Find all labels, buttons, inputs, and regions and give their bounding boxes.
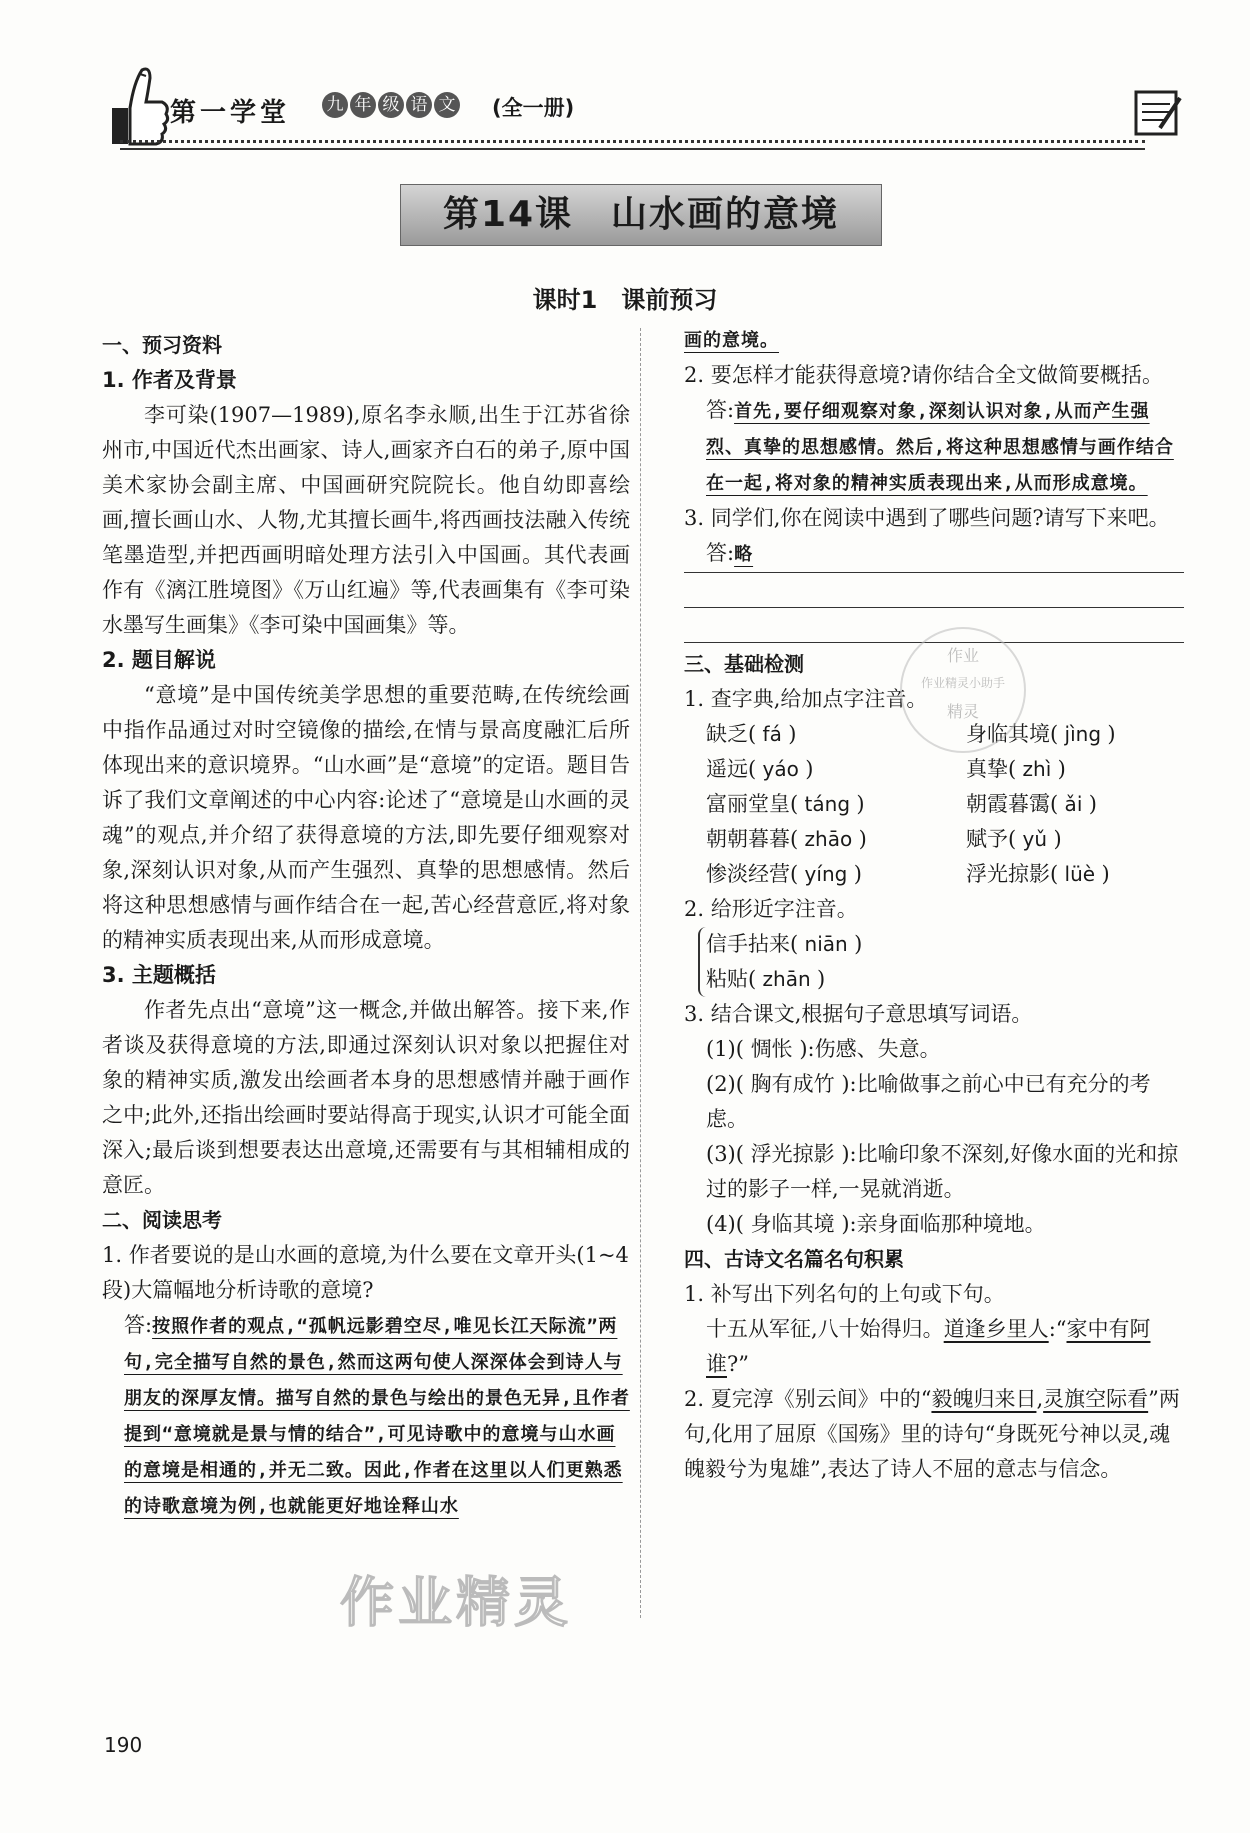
stamp-text: 作业 xyxy=(946,646,979,665)
bracket: ) xyxy=(856,792,865,816)
bracket: ) xyxy=(853,862,862,886)
filled-word: 惆怅 xyxy=(743,1037,800,1061)
question-text: 3. 结合课文,根据句子意思填写词语。 xyxy=(684,1002,1033,1026)
section-heading: 三、基础检测 xyxy=(684,652,804,676)
fill-item xyxy=(684,1032,1184,1067)
word: 真挚( xyxy=(966,757,1017,781)
item-number: (4)( xyxy=(706,1212,744,1236)
poem-fill-2 xyxy=(684,1382,1184,1487)
answer-label: 答: xyxy=(706,541,735,565)
grade-char: 文 xyxy=(434,92,460,118)
answer xyxy=(684,536,1184,573)
pinyin-item xyxy=(706,857,966,892)
pinyin-item xyxy=(966,857,1206,892)
word: 遥远( xyxy=(706,757,757,781)
definition: ):亲身面临那种境地。 xyxy=(841,1212,1046,1236)
item-number: (1)( xyxy=(706,1037,744,1061)
pinyin-item xyxy=(706,927,1184,962)
definition: ):比喻印象不深刻,好像水面的光和掠过的影子一样,一晃就消逝。 xyxy=(706,1142,1179,1201)
bracket: ) xyxy=(1057,757,1066,781)
word: 朝霞暮霭( xyxy=(966,792,1059,816)
stamp-text: 作业精灵小助手 xyxy=(920,676,1005,690)
bracket: ) xyxy=(1053,827,1062,851)
question-text: 2. 给形近字注音。 xyxy=(684,897,858,921)
section-heading: 一、预习资料 xyxy=(102,333,222,357)
pinyin-answer: zhì xyxy=(1016,757,1058,781)
volume-label: (全一册) xyxy=(492,96,575,120)
answer xyxy=(684,393,1184,501)
watermark-text: 作业精灵 xyxy=(340,1571,572,1634)
pinyin-answer: niān xyxy=(798,932,855,956)
header-rule xyxy=(120,148,1145,150)
word: 信手拈来( xyxy=(706,932,799,956)
question-title: 1. 作者及背景 xyxy=(102,368,237,392)
fill-item xyxy=(684,1137,1184,1207)
pinyin-answer: ǎi xyxy=(1058,792,1089,816)
bracket: ) xyxy=(858,827,867,851)
filled-word: 身临其境 xyxy=(743,1212,842,1236)
pinyin-item xyxy=(706,962,1184,997)
pinyin-answer: fá xyxy=(756,722,789,746)
pinyin-item xyxy=(706,752,966,787)
paragraph: “意境”是中国传统美学思想的重要范畴,在传统绘画中指作品通过对时空镜像的描绘,在情与景高度融汇后所体现出来的意识境界。“山水画”是“意境”的定语。题目告诉了我们文章阐述的中心内容:论述了“意境是山水画的灵魂”的观点,并介绍了获得意境的方法,即先要仔细观察对象,深刻认识对象,从而产生强烈、真挚的思想感情。然后将这种思想感情与画作结合在一起,苦心经营意匠,将对象的精神实质表现出来,从而形成意境。 xyxy=(102,683,630,952)
question-title: 3. 主题概括 xyxy=(102,963,216,987)
handwritten-answer: 首先,要仔细观察对象,深刻认识对象,从而产生强烈、真挚的思想感情。然后,将这种思想感情与画作结合在一起,将对象的精神实质表现出来,从而形成意境。 xyxy=(706,401,1174,494)
lesson-subtitle: 课时1 课前预习 xyxy=(532,286,718,314)
word: 富丽堂皇( xyxy=(706,792,799,816)
answer-label: 答: xyxy=(706,398,735,422)
right-column xyxy=(684,323,1184,1487)
bracket: ) xyxy=(1101,862,1110,886)
poem-text: ?” xyxy=(727,1352,749,1376)
handwritten-answer: 略 xyxy=(734,544,754,565)
pinyin-answer: yǔ xyxy=(1016,827,1054,851)
word: 赋予( xyxy=(966,827,1017,851)
grade-char: 九 xyxy=(322,92,348,118)
notebook-icon xyxy=(1130,84,1184,138)
poem-text: ”两句,化用了屈原《国殇》里的诗句“身既死兮神以灵,魂魄毅兮为鬼雄”,表达了诗人不屈的意志与信念。 xyxy=(684,1387,1180,1481)
brand-title: 第一学堂 xyxy=(170,98,291,128)
pinyin-answer: jìng xyxy=(1058,722,1108,746)
poem-text: 十五从军征,八十始得归。 xyxy=(706,1317,944,1341)
thumbs-up-icon xyxy=(100,62,170,148)
left-column xyxy=(102,328,630,1524)
definition: ):比喻做事之前心中已有充分的考虑。 xyxy=(706,1072,1151,1131)
filled-blank: 家中有阿谁 xyxy=(706,1317,1151,1376)
pinyin-answer: zhān xyxy=(756,967,818,991)
item-number: (2)( xyxy=(706,1072,744,1096)
fill-item xyxy=(684,1067,1184,1137)
pinyin-answer: yíng xyxy=(798,862,854,886)
handwritten-answer: 画的意境。 xyxy=(684,330,779,351)
poem-text: , xyxy=(1036,1387,1044,1411)
question-text: 1. 补写出下列名句的上句或下句。 xyxy=(684,1282,1005,1306)
filled-word: 浮光掠影 xyxy=(743,1142,842,1166)
poem-text: 2. 夏完淳《别云间》中的“ xyxy=(684,1387,932,1411)
question-text: 1. 查字典,给加点字注音。 xyxy=(684,687,928,711)
pinyin-answer: táng xyxy=(798,792,857,816)
similar-chars xyxy=(698,927,1184,997)
answer xyxy=(102,1308,630,1524)
section-heading: 四、古诗文名篇名句积累 xyxy=(684,1247,904,1271)
poem-fill xyxy=(684,1312,1184,1382)
handwritten-answer: 按照作者的观点,“孤帆远影碧空尽,唯见长江天际流”两句,完全描写自然的景色,然而这两句使人深深体会到诗人与朋友的深厚友情。描写自然的景色与绘出的景色无异,且作者提到“意境就是景与情的结合”,可见诗歌中的意境与山水画的意境是相通的,并无二致。因此,作者在这里以人们更熟悉的诗歌意境为例,也就能更好地诠释山水 xyxy=(124,1316,630,1517)
filled-blank: 灵旗空际看 xyxy=(1043,1387,1149,1411)
word: 身临其境( xyxy=(966,722,1059,746)
pinyin-item xyxy=(706,787,966,822)
header-dotted-rule xyxy=(120,140,1145,143)
paragraph: 李可染(1907—1989),原名李永顺,出生于江苏省徐州市,中国近代杰出画家、诗人,画家齐白石的弟子,原中国美术家协会副主席、中国画研究院院长。他自幼即喜绘画,擅长画山水、人物,尤其擅长画牛,将西画技法融入传统笔墨造型,并把西画明暗处理方法引入中国画。其代表画作有《漓江胜境图》《万山红遍》等,代表画集有《李可染水墨写生画集》《李可染中国画集》等。 xyxy=(102,403,630,637)
pinyin-answer: yáo xyxy=(756,757,806,781)
pinyin-answer: lüè xyxy=(1058,862,1102,886)
column-divider xyxy=(640,328,641,1618)
pinyin-answer: zhāo xyxy=(798,827,859,851)
answer-blank-line xyxy=(684,573,1184,608)
bracket: ) xyxy=(1107,722,1116,746)
word: 粘贴( xyxy=(706,967,757,991)
pinyin-item xyxy=(706,822,966,857)
filled-word: 胸有成竹 xyxy=(743,1072,842,1096)
paragraph: 作者先点出“意境”这一概念,并做出解答。接下来,作者谈及获得意境的方法,即通过深刻认识对象以把握住对象的精神实质,激发出绘画者本身的思想感情并融于画作之中;此外,还指出绘画时要站得高于现实,认识才可能全面深入;最后谈到想要表达出意境,还需要有与其相辅相成的意匠。 xyxy=(102,998,630,1197)
pinyin-item xyxy=(966,787,1206,822)
question-title: 2. 题目解说 xyxy=(102,648,216,672)
bracket: ) xyxy=(817,967,826,991)
poem-text: :“ xyxy=(1048,1317,1067,1341)
filled-blank: 道逢乡里人 xyxy=(943,1317,1049,1341)
word: 浮光掠影( xyxy=(966,862,1059,886)
page-header xyxy=(100,62,1190,152)
question-text: 3. 同学们,你在阅读中遇到了哪些问题?请写下来吧。 xyxy=(684,506,1170,530)
grade-char: 年 xyxy=(350,92,376,118)
question-text: 1. 作者要说的是山水画的意境,为什么要在文章开头(1~4段)大篇幅地分析诗歌的意境? xyxy=(102,1243,629,1302)
pinyin-item xyxy=(966,752,1206,787)
definition: ):伤感、失意。 xyxy=(799,1037,941,1061)
fill-item xyxy=(684,1207,1184,1242)
pinyin-item xyxy=(966,822,1206,857)
bracket: ) xyxy=(788,722,797,746)
question-text: 2. 要怎样才能获得意境?请你结合全文做简要概括。 xyxy=(684,363,1163,387)
filled-blank: 毅魄归来日 xyxy=(931,1387,1037,1411)
stamp-text: 精灵 xyxy=(946,702,979,721)
bracket: ) xyxy=(1088,792,1097,816)
grade-char: 级 xyxy=(378,92,404,118)
watermark-stamp xyxy=(900,627,1026,753)
lesson-title: 第14课 山水画的意境 xyxy=(400,184,882,246)
bracket: ) xyxy=(805,757,814,781)
word: 惨淡经营( xyxy=(706,862,799,886)
item-number: (3)( xyxy=(706,1142,744,1166)
page-number: 190 xyxy=(104,1733,143,1757)
word: 朝朝暮暮( xyxy=(706,827,799,851)
word: 缺乏( xyxy=(706,722,757,746)
grade-badges xyxy=(322,92,460,118)
grade-char: 语 xyxy=(406,92,432,118)
answer-label: 答: xyxy=(124,1313,153,1337)
bracket: ) xyxy=(854,932,863,956)
section-heading: 二、阅读思考 xyxy=(102,1208,222,1232)
